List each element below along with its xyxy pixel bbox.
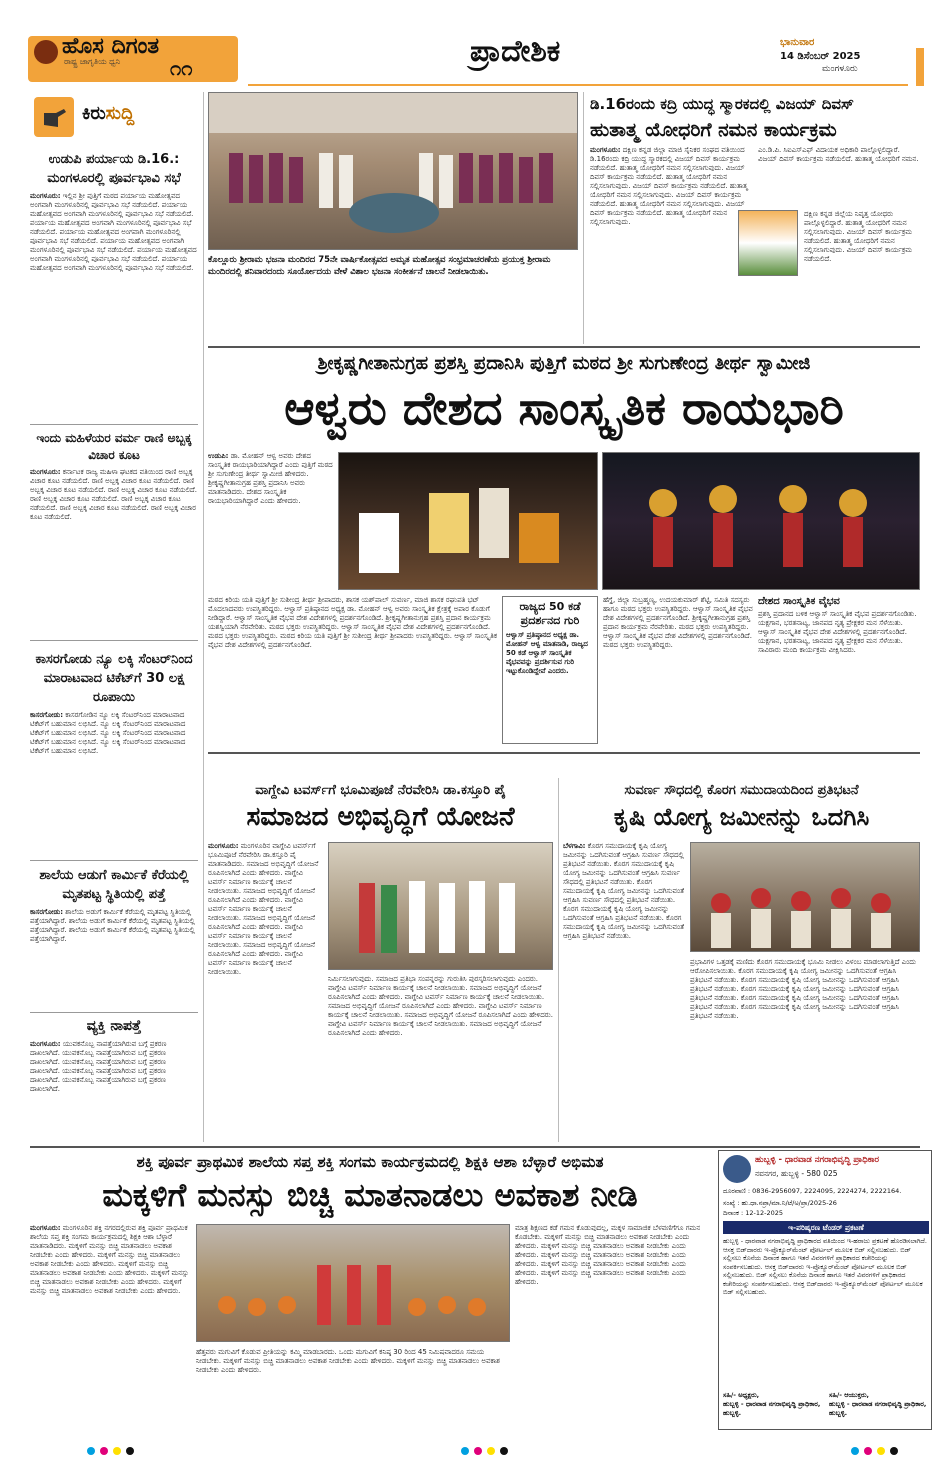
shakti-body-col1: ಮಂಗಳೂರು: ಮಂಗಳೂರಿನ ಶಕ್ತಿ ನಗರದಲ್ಲಿರುವ ಶಕ್ತಿ ಪೂರ್ವ ಪ್ರಾಥಮಿಕ ಶಾಲೆಯ ಸಪ್ತ ಶಕ್ತಿ ಸಂಗಮ ಕಾರ್ಯಕ್ರಮದಲ್ಲಿ ಶಿಕ್ಷಕಿ ಆಶಾ ಬೆಳ್ಳಾರೆ ಮಾತನಾಡಿದರು. ಮಕ್ಕಳಿಗೆ ಮನಸ್ಸು ಬಿಚ್ಚಿ ಮಾತನಾಡಲು ಅವಕಾಶ ನೀಡಬೇಕು ಎಂದು ಹೇಳಿದರು. ಮಕ್ಕಳಿಗೆ ಮನಸ್ಸು ಬಿಚ್ಚಿ ಮಾತನಾಡಲು ಅವಕಾಶ ನೀಡಬೇಕು ಎಂದು ಹೇಳಿದರು. ಮಕ್ಕಳಿಗೆ ಮನಸ್ಸು ಬಿಚ್ಚಿ ಮಾತನಾಡಲು ಅವಕಾಶ ನೀಡಬೇಕು ಎಂದು ಹೇಳಿದರು. ಮಕ್ಕಳಿಗೆ ಮನಸ್ಸು ಬಿಚ್ಚಿ ಮಾತನಾಡಲು ಅವಕಾಶ ನೀಡಬೇಕು ಎಂದು ಹೇಳಿದರು. ಮಕ್ಕಳಿಗೆ ಮನಸ್ಸು ಬಿಚ್ಚಿ ಮಾತನಾಡಲು ಅವಕಾಶ ನೀಡಬೇಕು ಎಂದು ಹೇಳಿದರು. (30, 1224, 189, 1295)
registration-dot (500, 1447, 508, 1455)
brief-title: ಉಡುಪಿ ಪರ್ಯಾಯ ಡಿ.16.: ಮಂಗಳೂರಲ್ಲಿ ಪೂರ್ವಭಾವಿ ಸಭೆ (47, 152, 181, 186)
column-divider (558, 778, 559, 1142)
ad-sign-left (723, 1391, 823, 1418)
box-body: ಆಳ್ವಾಸ್ ಪ್ರತಿಷ್ಠಾನದ ಅಧ್ಯಕ್ಷ ಡಾ. ಮೋಹನ್ ಆಳ್ವ ಮಾತನಾಡಿ, ರಾಜ್ಯದ 50 ಕಡೆ ಆಳ್ವಾಸ್ ಸಾಂಸ್ಕೃತಿಕ ವೈಭವವನ್ನು ಪ್ರದರ್ಶಿಸುವ ಗುರಿ ಇಟ್ಟುಕೊಂಡಿದ್ದೇವೆ ಎಂದರು. (506, 631, 588, 675)
photo-yakshagana-stage (602, 452, 920, 590)
registration-dot (126, 1447, 134, 1455)
hand-pointing-icon (34, 97, 74, 137)
brief-body: ಮಂಗಳೂರು: ಕರ್ನಾಟಕ ರಾಜ್ಯ ಮಹಿಳಾ ಘಟಕದ ವತಿಯಿಂದ ರಾಣಿ ಅಬ್ಬಕ್ಕ ವಿಚಾರ ಕೂಟ ನಡೆಯಲಿದೆ. ರಾಣಿ ಅಬ್ಬಕ್ಕ ವಿಚಾರ ಕೂಟ ನಡೆಯಲಿದೆ. ರಾಣಿ ಅಬ್ಬಕ್ಕ ವಿಚಾರ ಕೂಟ ನಡೆಯಲಿದೆ. ರಾಣಿ ಅಬ್ಬಕ್ಕ ವಿಚಾರ ಕೂಟ ನಡೆಯಲಿದೆ. ರಾಣಿ ಅಬ್ಬಕ್ಕ ವಿಚಾರ ಕೂಟ ನಡೆಯಲಿದೆ. ರಾಣಿ ಅಬ್ಬಕ್ಕ ವಿಚಾರ ಕೂಟ ನಡೆಯಲಿದೆ. ರಾಣಿ ಅಬ್ಬಕ್ಕ ವಿಚಾರ ಕೂಟ ನಡೆಯಲಿದೆ. ರಾಣಿ ಅಬ್ಬಕ್ಕ ವಿಚಾರ ಕೂಟ ನಡೆಯಲಿದೆ. (30, 468, 197, 521)
brief-item-3 (30, 650, 198, 831)
divider (208, 752, 920, 754)
brief-body: ಕಾಸರಗೋಡು: ಶಾಲೆಯ ಅಡುಗೆ ಕಾರ್ಮಿಕೆ ಕೆರೆಯಲ್ಲಿ ಮೃತಪಟ್ಟ ಸ್ಥಿತಿಯಲ್ಲಿ ಪತ್ತೆಯಾಗಿದ್ದಾರೆ. ಶಾಲೆಯ ಅಡುಗೆ ಕಾರ್ಮಿಕೆ ಕೆರೆಯಲ್ಲಿ ಮೃತಪಟ್ಟ ಸ್ಥಿತಿಯಲ್ಲಿ ಪತ್ತೆಯಾಗಿದ್ದಾರೆ. ಶಾಲೆಯ ಅಡುಗೆ ಕಾರ್ಮಿಕೆ ಕೆರೆಯಲ್ಲಿ ಮೃತಪಟ್ಟ ಸ್ಥಿತಿಯಲ್ಲಿ ಪತ್ತೆಯಾಗಿದ್ದಾರೆ. (30, 908, 195, 943)
vijay-diwas-kicker: ಡಿ.16ರಂದು ಕದ್ರಿ ಯುದ್ಧ ಸ್ಮಾರಕದಲ್ಲಿ ವಿಜಯ್ ದಿವಸ್ (590, 95, 854, 113)
main-story-body-col3: ಹೆಗ್ಡೆ, ಜಿಲ್ಲಾ ಸುಬ್ರಹ್ಮಣ್ಯ, ಉದಯಕುಮಾರ್ ಶೆಟ್ಟಿ, ಸಮಿತಿ ಸದಸ್ಯರು ಹಾಗೂ ಮಠದ ಭಕ್ತರು ಉಪಸ್ಥಿತರಿದ್ದರು. ಆಳ್ವಾಸ್ ಸಾಂಸ್ಕೃತಿಕ ವೈಭವ ದೇಶ ವಿದೇಶಗಳಲ್ಲಿ ಪ್ರದರ್ಶನಗೊಂಡಿದೆ. ಶ್ರೀಕೃಷ್ಣಗೀತಾನುಗ್ರಹ ಪ್ರಶಸ್ತಿ ಪ್ರದಾನ ಕಾರ್ಯಕ್ರಮ ನೆರವೇರಿತು. ಮಠದ ಭಕ್ತರು ಉಪಸ್ಥಿತರಿದ್ದರು. ಆಳ್ವಾಸ್ ಸಾಂಸ್ಕೃತಿಕ ವೈಭವ ದೇಶ ವಿದೇಶಗಳಲ್ಲಿ ಪ್ರದರ್ಶನಗೊಂಡಿದೆ. ಮಠದ ಭಕ್ತರು ಉಪಸ್ಥಿತರಿದ್ದರು. (603, 596, 753, 649)
brief-body: ಮಂಗಳೂರು: ಯುವಕನೊಬ್ಬ ನಾಪತ್ತೆಯಾಗಿರುವ ಬಗ್ಗೆ ಪ್ರಕರಣ ದಾಖಲಾಗಿದೆ. ಯುವಕನೊಬ್ಬ ನಾಪತ್ತೆಯಾಗಿರುವ ಬಗ್ಗೆ ಪ್ರಕರಣ ದಾಖಲಾಗಿದೆ. ಯುವಕನೊಬ್ಬ ನಾಪತ್ತೆಯಾಗಿರುವ ಬಗ್ಗೆ ಪ್ರಕರಣ ದಾಖಲಾಗಿದೆ. ಯುವಕನೊಬ್ಬ ನಾಪತ್ತೆಯಾಗಿರುವ ಬಗ್ಗೆ ಪ್ರಕರಣ ದಾಖಲಾಗಿದೆ. ಯುವಕನೊಬ್ಬ ನಾಪತ್ತೆಯಾಗಿರುವ ಬಗ್ಗೆ ಪ್ರಕರಣ ದಾಖಲಾಗಿದೆ. (30, 1040, 167, 1093)
registration-dot (474, 1447, 482, 1455)
shakti-body-col3: ಮಾತ್ರ ಶಿಕ್ಷಣದ ಕಡೆ ಗಮನ ಕೊಡುವುದಲ್ಲ, ಮಕ್ಕಳ ಸಾಮಾಜಿಕ ಬೆಳವಣಿಗೆಗೂ ಗಮನ ಕೊಡಬೇಕು. ಮಕ್ಕಳಿಗೆ ಮನಸ್ಸು ಬಿಚ್ಚಿ ಮಾತನಾಡಲು ಅವಕಾಶ ನೀಡಬೇಕು ಎಂದು ಹೇಳಿದರು. ಮಕ್ಕಳಿಗೆ ಮನಸ್ಸು ಬಿಚ್ಚಿ ಮಾತನಾಡಲು ಅವಕಾಶ ನೀಡಬೇಕು ಎಂದು ಹೇಳಿದರು. ಮಕ್ಕಳಿಗೆ ಮನಸ್ಸು ಬಿಚ್ಚಿ ಮಾತನಾಡಲು ಅವಕಾಶ ನೀಡಬೇಕು ಎಂದು ಹೇಳಿದರು. ಮಕ್ಕಳಿಗೆ ಮನಸ್ಸು ಬಿಚ್ಚಿ ಮಾತನಾಡಲು ಅವಕಾಶ ನೀಡಬೇಕು ಎಂದು ಹೇಳಿದರು. ಮಕ್ಕಳಿಗೆ ಮನಸ್ಸು ಬಿಚ್ಚಿ ಮಾತನಾಡಲು ಅವಕಾಶ ನೀಡಬೇಕು ಎಂದು ಹೇಳಿದರು. (515, 1224, 701, 1286)
brief-item-5 (30, 1016, 198, 1140)
box-title: ರಾಜ್ಯದ 50 ಕಡೆ ಪ್ರದರ್ಶನದ ಗುರಿ (519, 600, 581, 627)
main-story-headline: ಆಳ್ವರು ದೇಶದ ಸಾಂಸ್ಕೃತಿಕ ರಾಯಭಾರಿ (284, 381, 844, 435)
side-cultural-splendour (758, 596, 920, 740)
tender-advertisement (718, 1150, 932, 1430)
day-label: ಭಾನುವಾರ (780, 37, 815, 48)
top-photo-caption: ಕೊಲ್ಲೂರು ಶ್ರೀರಾಮ ಭಜನಾ ಮಂದಿರದ 75ನೇ ವಾರ್ಷಿಕೋತ್ಸವದ ಅಮೃತ ಮಹೋತ್ಸವ ಸಂಭ್ರಮಾಚರಣೆಯ ಪ್ರಯುಕ್ತ ಶ್ರೀರಾಮ ಮಂದಿರದಲ್ಲಿ ಶನಿವಾರದಂದು ಸೂರ್ಯೋದಯ ವೇಳೆ ವಿಶಾಲ ಭಜನಾ ಸಂಕೀರ್ತನೆ ಚಾಲನೆ ನೀಡಲಾಯಿತು. (208, 255, 551, 277)
ad-sign-right-line-1: ಸಹಿ/- ಆಯುಕ್ತರು, (829, 1391, 870, 1399)
print-registration-dots-left (86, 1442, 146, 1460)
ad-ref: ಸಂಖ್ಯೆ : ಹು.ಧಾ.ನಪ್ರಾ/ಮಾ.ನಿ/ಟೆ/ಅ/ಪ್ರಾ/2025-26 (723, 1199, 837, 1207)
ad-tender-title: ಇ-ಪರಿಷ್ಕರಣ ಟೆಂಡರ್ ಪ್ರಕಟಣೆ (723, 1221, 929, 1234)
vagdevi-kicker: ವಾಗ್ದೇವಿ ಟವರ್ಸ್‌ಗೆ ಭೂಮಿಪೂಜೆ ನೆರವೇರಿಸಿ ಡಾ.ಕಸ್ತೂರಿ ಪೈ (255, 783, 506, 798)
brief-title: ಇಂದು ಮಹಿಳೆಯರ ವರ್ಮ ರಾಣಿ ಅಬ್ಬಕ್ಕ ವಿಚಾರ ಕೂಟ (36, 431, 192, 462)
brief-title: ವ್ಯಕ್ತಿ ನಾಪತ್ತೆ (86, 1018, 142, 1034)
divider (30, 424, 198, 425)
brief-item-2 (30, 430, 198, 612)
brief-lead: ಮಂಗಳೂರು: (30, 468, 61, 476)
photo-award-ceremony (338, 452, 598, 590)
main-story-body-col2: ಮಠದ ಕಿರಿಯ ಯತಿ ಪುತ್ತಿಗೆ ಶ್ರೀ ಸುಶೀಂದ್ರ ತೀರ್ಥ ಶ್ರೀಪಾದರು, ಶಾಸಕ ಯಶ್‌ಪಾಲ್ ಸುವರ್ಣ, ಮಾಜಿ ಶಾಸಕ ರಘುಪತಿ ಭಟ್ ಮೊದಲಾದವರು ಉಪಸ್ಥಿತರಿದ್ದರು. ಆಳ್ವಾಸ್ ಪ್ರತಿಷ್ಠಾನದ ಅಧ್ಯಕ್ಷ ಡಾ. ಮೋಹನ್ ಆಳ್ವ ಅವರು ಸಾಂಸ್ಕೃತಿಕ ಕ್ಷೇತ್ರಕ್ಕೆ ಅಪಾರ ಕೊಡುಗೆ ನೀಡಿದ್ದಾರೆ. ಆಳ್ವಾಸ್ ಸಾಂಸ್ಕೃತಿಕ ವೈಭವ ದೇಶ ವಿದೇಶಗಳಲ್ಲಿ ಪ್ರದರ್ಶನಗೊಂಡಿದೆ. ಶ್ರೀಕೃಷ್ಣಗೀತಾನುಗ್ರಹ ಪ್ರಶಸ್ತಿ ಪ್ರದಾನ ಕಾರ್ಯಕ್ರಮ ಯಶಸ್ವಿಯಾಗಿ ನೆರವೇರಿತು. ಮಠದ ಭಕ್ತರು ಉಪಸ್ಥಿತರಿದ್ದರು. ಆಳ್ವಾಸ್ ಸಾಂಸ್ಕೃತಿಕ ವೈಭವ ದೇಶ ವಿದೇಶಗಳಲ್ಲಿ ಪ್ರದರ್ಶನಗೊಂಡಿದೆ. ಮಠದ ಭಕ್ತರು ಉಪಸ್ಥಿತರಿದ್ದರು. ಮಠದ ಕಿರಿಯ ಯತಿ ಪುತ್ತಿಗೆ ಶ್ರೀ ಸುಶೀಂದ್ರ ತೀರ್ಥ ಶ್ರೀಪಾದರು ಉಪಸ್ಥಿತರಿದ್ದರು. ಆಳ್ವಾಸ್ ಸಾಂಸ್ಕೃತಿಕ ವೈಭವ ದೇಶ ವಿದೇಶಗಳಲ್ಲಿ ಪ್ರದರ್ಶನಗೊಂಡಿದೆ. (208, 596, 498, 649)
main-story-lead: ಉಡುಪಿ: (208, 452, 229, 460)
ad-title: ಹುಬ್ಬಳ್ಳಿ - ಧಾರವಾಡ ನಗರಾಭಿವೃದ್ಧಿ ಪ್ರಾಧಿಕಾರ (755, 1155, 880, 1165)
ad-sign-right-line-2: ಹುಬ್ಬಳ್ಳಿ - ಧಾರವಾಡ ನಗರಾಭಿವೃದ್ಧಿ ಪ್ರಾಧಿಕಾರ, ಹುಬ್ಬಳ್ಳಿ. (829, 1400, 927, 1417)
city-label: ಮಂಗಳೂರು (822, 64, 858, 74)
box-rajyada-50 (502, 596, 598, 744)
brief-lead: ಕಾಸರಗೋಡು: (30, 711, 64, 719)
photo-koraga-protest (690, 842, 920, 952)
main-story-body-col1: ಉಡುಪಿ: ಡಾ. ಮೋಹನ್ ಆಳ್ವ ಅವರು ದೇಶದ ಸಾಂಸ್ಕೃತಿಕ ರಾಯಭಾರಿಯಾಗಿದ್ದಾರೆ ಎಂದು ಪುತ್ತಿಗೆ ಮಠದ ಶ್ರೀ ಸುಗುಣೇಂದ್ರ ತೀರ್ಥ ಸ್ವಾಮೀಜಿ ಹೇಳಿದರು. ಶ್ರೀಕೃಷ್ಣಗೀತಾನುಗ್ರಹ ಪ್ರಶಸ್ತಿ ಪ್ರದಾನಿಸಿ ಅವರು ಮಾತನಾಡಿದರು. ದೇಶದ ಸಾಂಸ್ಕೃತಿಕ ರಾಯಭಾರಿಯಾಗಿದ್ದಾರೆ ಎಂದು ಹೇಳಿದರು. (208, 452, 333, 505)
vagdevi-headline: ಸಮಾಜದ ಅಭಿವೃದ್ಧಿಗೆ ಯೋಜನೆ (246, 802, 515, 832)
section-title: ಪ್ರಾದೇಶಿಕ (470, 34, 561, 69)
brief-lead: ಕಾಸರಗೋಡು: (30, 908, 64, 916)
brief-lead: ಮಂಗಳೂರು: (30, 192, 61, 200)
logo-emblem-icon (34, 40, 58, 64)
side-body: ಪ್ರಶಸ್ತಿ ಪ್ರದಾನದ ಬಳಿಕ ಆಳ್ವಾಸ್ ಸಾಂಸ್ಕೃತಿಕ ವೈಭವ ಪ್ರದರ್ಶನಗೊಂಡಿತು. ಯಕ್ಷಗಾನ, ಭರತನಾಟ್ಯ, ಜಾನಪದ ನೃತ್ಯ ಪ್ರೇಕ್ಷಕರ ಮನ ಸೆಳೆಯಿತು. ಆಳ್ವಾಸ್ ಸಾಂಸ್ಕೃತಿಕ ವೈಭವ ದೇಶ ವಿದೇಶಗಳಲ್ಲಿ ಪ್ರದರ್ಶನಗೊಂಡಿದೆ. ಯಕ್ಷಗಾನ, ಭರತನಾಟ್ಯ, ಜಾನಪದ ನೃತ್ಯ ಪ್ರೇಕ್ಷಕರ ಮನ ಸೆಳೆಯಿತು. ಸಾವಿರಾರು ಮಂದಿ ಕಾರ್ಯಕ್ರಮ ವೀಕ್ಷಿಸಿದರು. (758, 610, 917, 654)
ad-sign-left-line-1: ಸಹಿ/- ಅಧ್ಯಕ್ಷರು, (723, 1391, 760, 1399)
hdda-logo-icon (723, 1155, 751, 1183)
column-divider (583, 92, 584, 344)
photo-war-memorial-flag (738, 210, 798, 276)
koraga-body-col2: ಪ್ರಭಾವಿಗಳ ಒತ್ತಡಕ್ಕೆ ಮಣಿದು ಕೊರಗ ಸಮುದಾಯಕ್ಕೆ ಭೂಮಿ ನೀಡಲು ವಿಳಂಬ ಮಾಡಲಾಗುತ್ತಿದೆ ಎಂದು ಆರೋಪಿಸಲಾಯಿತು. ಕೊರಗ ಸಮುದಾಯಕ್ಕೆ ಕೃಷಿ ಯೋಗ್ಯ ಜಮೀನನ್ನು ಒದಗಿಸುವಂತೆ ಆಗ್ರಹಿಸಿ ಪ್ರತಿಭಟನೆ ನಡೆಯಿತು. ಕೊರಗ ಸಮುದಾಯಕ್ಕೆ ಕೃಷಿ ಯೋಗ್ಯ ಜಮೀನನ್ನು ಒದಗಿಸುವಂತೆ ಆಗ್ರಹಿಸಿ ಪ್ರತಿಭಟನೆ ನಡೆಯಿತು. ಕೊರಗ ಸಮುದಾಯಕ್ಕೆ ಕೃಷಿ ಯೋಗ್ಯ ಜಮೀನನ್ನು ಒದಗಿಸುವಂತೆ ಆಗ್ರಹಿಸಿ ಪ್ರತಿಭಟನೆ ನಡೆಯಿತು. ಕೊರಗ ಸಮುದಾಯಕ್ಕೆ ಕೃಷಿ ಯೋಗ್ಯ ಜಮೀನನ್ನು ಒದಗಿಸುವಂತೆ ಆಗ್ರಹಿಸಿ ಪ್ರತಿಭಟನೆ ನಡೆಯಿತು. ಕೊರಗ ಸಮುದಾಯಕ್ಕೆ ಕೃಷಿ ಯೋಗ್ಯ ಜಮೀನನ್ನು ಒದಗಿಸುವಂತೆ ಆಗ್ರಹಿಸಿ ಪ್ರತಿಭಟನೆ ನಡೆಯಿತು. (690, 958, 916, 1020)
shakti-lead: ಮಂಗಳೂರು: (30, 1224, 61, 1232)
kirusuddi-label-1: ಕಿರು (82, 103, 106, 124)
print-registration-dots-right (850, 1442, 910, 1460)
koraga-body-col1: ಬೆಳಗಾವಿ: ಕೊರಗ ಸಮುದಾಯಕ್ಕೆ ಕೃಷಿ ಯೋಗ್ಯ ಜಮೀನನ್ನು ಒದಗಿಸುವಂತೆ ಆಗ್ರಹಿಸಿ ಸುವರ್ಣ ಸೌಧದಲ್ಲಿ ಪ್ರತಿಭಟನೆ ನಡೆಯಿತು. ಕೊರಗ ಸಮುದಾಯಕ್ಕೆ ಕೃಷಿ ಯೋಗ್ಯ ಜಮೀನನ್ನು ಒದಗಿಸುವಂತೆ ಆಗ್ರಹಿಸಿ ಸುವರ್ಣ ಸೌಧದಲ್ಲಿ ಪ್ರತಿಭಟನೆ ನಡೆಯಿತು. ಕೊರಗ ಸಮುದಾಯಕ್ಕೆ ಕೃಷಿ ಯೋಗ್ಯ ಜಮೀನನ್ನು ಒದಗಿಸುವಂತೆ ಆಗ್ರಹಿಸಿ ಸುವರ್ಣ ಸೌಧದಲ್ಲಿ ಪ್ರತಿಭಟನೆ ನಡೆಯಿತು. ಕೊರಗ ಸಮುದಾಯಕ್ಕೆ ಕೃಷಿ ಯೋಗ್ಯ ಜಮೀನನ್ನು ಒದಗಿಸುವಂತೆ ಆಗ್ರಹಿಸಿ ಪ್ರತಿಭಟನೆ ನಡೆಯಿತು. ಕೊರಗ ಸಮುದಾಯಕ್ಕೆ ಕೃಷಿ ಯೋಗ್ಯ ಜಮೀನನ್ನು ಒದಗಿಸುವಂತೆ ಆಗ್ರಹಿಸಿ ಪ್ರತಿಭಟನೆ ನಡೆಯಿತು. (563, 842, 685, 940)
column-divider (203, 92, 204, 1142)
date-box (780, 36, 860, 64)
ad-body: ಹುಬ್ಬಳ್ಳಿ - ಧಾರವಾಡ ನಗರಾಭಿವೃದ್ಧಿ ಪ್ರಾಧಿಕಾರದ ವತಿಯಿಂದ ಇ-ಹರಾಜು ಪ್ರಕಟಣೆ ಹೊರಡಿಸಲಾಗಿದೆ. ಆಸಕ್ತ ಬಿಡ್‌ದಾರರು ಇ-ಪ್ರೊಕ್ಯೂರ್‌ಮೆಂಟ್ ಪೋರ್ಟಲ್ ಮೂಲಕ ಬಿಡ್ ಸಲ್ಲಿಸಬಹುದು. ಬಿಡ್ ಸಲ್ಲಿಸಲು ಕೊನೆಯ ದಿನಾಂಕ ಹಾಗೂ ಇತರೆ ವಿವರಗಳಿಗೆ ಪ್ರಾಧಿಕಾರದ ಕಚೇರಿಯನ್ನು ಸಂಪರ್ಕಿಸಬಹುದು. ಆಸಕ್ತ ಬಿಡ್‌ದಾರರು ಇ-ಪ್ರೊಕ್ಯೂರ್‌ಮೆಂಟ್ ಪೋರ್ಟಲ್ ಮೂಲಕ ಬಿಡ್ ಸಲ್ಲಿಸಬಹುದು. ಬಿಡ್ ಸಲ್ಲಿಸಲು ಕೊನೆಯ ದಿನಾಂಕ ಹಾಗೂ ಇತರೆ ವಿವರಗಳಿಗೆ ಪ್ರಾಧಿಕಾರದ ಕಚೇರಿಯನ್ನು ಸಂಪರ್ಕಿಸಬಹುದು. ಆಸಕ್ತ ಬಿಡ್‌ದಾರರು ಇ-ಪ್ರೊಕ್ಯೂರ್‌ಮೆಂಟ್ ಪೋರ್ಟಲ್ ಮೂಲಕ ಬಿಡ್ ಸಲ್ಲಿಸಬಹುದು. (723, 1237, 927, 1296)
divider (30, 1012, 198, 1013)
divider (30, 1146, 920, 1148)
shakti-body-col2: ಹೆತ್ತವರು ಮಗುವಿಗೆ ಕೊಡುವ ಪ್ರೀತಿಯನ್ನು ಕಮ್ಮಿ ಮಾಡಬಾರದು. ಒಂದು ಮಗುವಿಗೆ ಕನಿಷ್ಠ 30 ರಿಂದ 45 ನಿಮಿಷವಾದರೂ ಸಮಯ ನೀಡಬೇಕು. ಮಕ್ಕಳಿಗೆ ಮನಸ್ಸು ಬಿಚ್ಚಿ ಮಾತನಾಡಲು ಅವಕಾಶ ನೀಡಬೇಕು ಎಂದು ಹೇಳಿದರು. ಮಕ್ಕಳಿಗೆ ಮನಸ್ಸು ಬಿಚ್ಚಿ ಮಾತನಾಡಲು ಅವಕಾಶ ನೀಡಬೇಕು ಎಂದು ಹೇಳಿದರು. (196, 1348, 500, 1374)
brief-item-1 (30, 150, 198, 392)
divider (208, 346, 920, 348)
vijay-diwas-body-left: ಮಂಗಳೂರು: ದಕ್ಷಿಣ ಕನ್ನಡ ಜಿಲ್ಲಾ ಮಾಜಿ ಸೈನಿಕರ ಸಂಘದ ವತಿಯಿಂದ ಡಿ.16ರಂದು ಕದ್ರಿ ಯುದ್ಧ ಸ್ಮಾರಕದಲ್ಲಿ ವಿಜಯ್ ದಿವಸ್ ಕಾರ್ಯಕ್ರಮ ನಡೆಯಲಿದೆ. ಹುತಾತ್ಮ ಯೋಧರಿಗೆ ನಮನ ಸಲ್ಲಿಸಲಾಗುವುದು. ವಿಜಯ್ ದಿವಸ್ ಕಾರ್ಯಕ್ರಮ ನಡೆಯಲಿದೆ. ಹುತಾತ್ಮ ಯೋಧರಿಗೆ ನಮನ ಸಲ್ಲಿಸಲಾಗುವುದು. ವಿಜಯ್ ದಿವಸ್ ಕಾರ್ಯಕ್ರಮ ನಡೆಯಲಿದೆ. ಹುತಾತ್ಮ ಯೋಧರಿಗೆ ನಮನ ಸಲ್ಲಿಸಲಾಗುವುದು. ವಿಜಯ್ ದಿವಸ್ ಕಾರ್ಯಕ್ರಮ ನಡೆಯಲಿದೆ. ಹುತಾತ್ಮ ಯೋಧರಿಗೆ ನಮನ ಸಲ್ಲಿಸಲಾಗುವುದು. ವಿಜಯ್ ದಿವಸ್ ಕಾರ್ಯಕ್ರಮ ನಡೆಯಲಿದೆ. ಹುತಾತ್ಮ ಯೋಧರಿಗೆ ನಮನ ಸಲ್ಲಿಸಲಾಗುವುದು. (590, 146, 748, 226)
registration-dot (100, 1447, 108, 1455)
photo-bhoomi-pooja (328, 842, 553, 970)
ad-phone: ದೂರವಾಣಿ : 0836-2956097, 2224095, 2224274, 2222164. (723, 1187, 902, 1195)
date-label: 14 ಡಿಸೆಂಬರ್ 2025 (780, 51, 861, 62)
vagdevi-body-col2: ನಿರ್ಮಿಸಲಾಗುವುದು. ಸಮಾಜದ ಪ್ರತಿಭಾ ಸಂಪನ್ನರನ್ನು ಗುರುತಿಸಿ ಪುರಸ್ಕರಿಸಲಾಗುವುದು ಎಂದರು. ವಾಗ್ದೇವಿ ಟವರ್ಸ್ ನಿರ್ಮಾಣ ಕಾರ್ಯಕ್ಕೆ ಚಾಲನೆ ನೀಡಲಾಯಿತು. ಸಮಾಜದ ಅಭಿವೃದ್ಧಿಗೆ ಯೋಜನೆ ರೂಪಿಸಲಾಗಿದೆ ಎಂದು ಹೇಳಿದರು. ವಾಗ್ದೇವಿ ಟವರ್ಸ್ ನಿರ್ಮಾಣ ಕಾರ್ಯಕ್ಕೆ ಚಾಲನೆ ನೀಡಲಾಯಿತು. ಸಮಾಜದ ಅಭಿವೃದ್ಧಿಗೆ ಯೋಜನೆ ರೂಪಿಸಲಾಗಿದೆ ಎಂದು ಹೇಳಿದರು. ವಾಗ್ದೇವಿ ಟವರ್ಸ್ ನಿರ್ಮಾಣ ಕಾರ್ಯಕ್ಕೆ ಚಾಲನೆ ನೀಡಲಾಯಿತು. ಸಮಾಜದ ಅಭಿವೃದ್ಧಿಗೆ ಯೋಜನೆ ರೂಪಿಸಲಾಗಿದೆ ಎಂದು ಹೇಳಿದರು. ವಾಗ್ದೇವಿ ಟವರ್ಸ್ ನಿರ್ಮಾಣ ಕಾರ್ಯಕ್ಕೆ ಚಾಲನೆ ನೀಡಲಾಯಿತು. ಸಮಾಜದ ಅಭಿವೃದ್ಧಿಗೆ ಯೋಜನೆ ರೂಪಿಸಲಾಗಿದೆ ಎಂದು ಹೇಳಿದರು. (328, 975, 553, 1037)
kirusuddi-title (82, 103, 134, 124)
vagdevi-body-col1: ಮಂಗಳೂರು: ಮಂಗಳೂರಿನ ವಾಗ್ದೇವಿ ಟವರ್ಸ್‌ಗೆ ಭೂಮಿಪೂಜೆ ನೆರವೇರಿಸಿ ಡಾ.ಕಸ್ತೂರಿ ಪೈ ಮಾತನಾಡಿದರು. ಸಮಾಜದ ಅಭಿವೃದ್ಧಿಗೆ ಯೋಜನೆ ರೂಪಿಸಲಾಗಿದೆ ಎಂದು ಹೇಳಿದರು. ವಾಗ್ದೇವಿ ಟವರ್ಸ್ ನಿರ್ಮಾಣ ಕಾರ್ಯಕ್ಕೆ ಚಾಲನೆ ನೀಡಲಾಯಿತು. ಸಮಾಜದ ಅಭಿವೃದ್ಧಿಗೆ ಯೋಜನೆ ರೂಪಿಸಲಾಗಿದೆ ಎಂದು ಹೇಳಿದರು. ವಾಗ್ದೇವಿ ಟವರ್ಸ್ ನಿರ್ಮಾಣ ಕಾರ್ಯಕ್ಕೆ ಚಾಲನೆ ನೀಡಲಾಯಿತು. ಸಮಾಜದ ಅಭಿವೃದ್ಧಿಗೆ ಯೋಜನೆ ರೂಪಿಸಲಾಗಿದೆ ಎಂದು ಹೇಳಿದರು. ವಾಗ್ದೇವಿ ಟವರ್ಸ್ ನಿರ್ಮಾಣ ಕಾರ್ಯಕ್ಕೆ ಚಾಲನೆ ನೀಡಲಾಯಿತು. ಸಮಾಜದ ಅಭಿವೃದ್ಧಿಗೆ ಯೋಜನೆ ರೂಪಿಸಲಾಗಿದೆ ಎಂದು ಹೇಳಿದರು. ವಾಗ್ದೇವಿ ಟವರ್ಸ್ ನಿರ್ಮಾಣ ಕಾರ್ಯಕ್ಕೆ ಚಾಲನೆ ನೀಡಲಾಯಿತು. (208, 842, 319, 976)
vijay-diwas-headline: ಹುತಾತ್ಮ ಯೋಧರಿಗೆ ನಮನ ಕಾರ್ಯಕ್ರಮ (590, 119, 837, 141)
registration-dot (461, 1447, 469, 1455)
brief-title: ಕಾಸರಗೋಡು ನ್ಯೂ ಲಕ್ಕಿ ಸೆಂಟರ್‌ನಿಂದ ಮಾರಾಟವಾದ ಟಿಕೆಟ್‌ಗೆ 30 ಲಕ್ಷ ರೂಪಾಯಿ (35, 652, 193, 705)
koraga-lead: ಬೆಳಗಾವಿ: (563, 842, 586, 850)
brief-body: ಮಂಗಳೂರು: ಇಲ್ಲಿನ ಶ್ರೀ ಪುತ್ತಿಗೆ ಮಠದ ಪರ್ಯಾಯ ಮಹೋತ್ಸವದ ಅಂಗವಾಗಿ ಮಂಗಳೂರಿನಲ್ಲಿ ಪೂರ್ವಭಾವಿ ಸಭೆ ನಡೆಯಲಿದೆ. ಪರ್ಯಾಯ ಮಹೋತ್ಸವದ ಅಂಗವಾಗಿ ಮಂಗಳೂರಿನಲ್ಲಿ ಪೂರ್ವಭಾವಿ ಸಭೆ ನಡೆಯಲಿದೆ. ಪರ್ಯಾಯ ಮಹೋತ್ಸವದ ಅಂಗವಾಗಿ ಮಂಗಳೂರಿನಲ್ಲಿ ಪೂರ್ವಭಾವಿ ಸಭೆ ನಡೆಯಲಿದೆ. ಪರ್ಯಾಯ ಮಹೋತ್ಸವದ ಅಂಗವಾಗಿ ಮಂಗಳೂರಿನಲ್ಲಿ ಪೂರ್ವಭಾವಿ ಸಭೆ ನಡೆಯಲಿದೆ. ಪರ್ಯಾಯ ಮಹೋತ್ಸವದ ಅಂಗವಾಗಿ ಮಂಗಳೂರಿನಲ್ಲಿ ಪೂರ್ವಭಾವಿ ಸಭೆ ನಡೆಯಲಿದೆ. ಪರ್ಯಾಯ ಮಹೋತ್ಸವದ ಅಂಗವಾಗಿ ಮಂಗಳೂರಿನಲ್ಲಿ ಪೂರ್ವಭಾವಿ ಸಭೆ ನಡೆಯಲಿದೆ. ಪರ್ಯಾಯ ಮಹೋತ್ಸವದ ಅಂಗವಾಗಿ ಮಂಗಳೂರಿನಲ್ಲಿ ಪೂರ್ವಭಾವಿ ಸಭೆ ನಡೆಯಲಿದೆ. (30, 192, 197, 272)
masthead-rule (248, 84, 908, 86)
ad-date: ದಿನಾಂಕ : 12-12-2025 (723, 1209, 784, 1217)
brief-lead: ಮಂಗಳೂರು: (30, 1040, 61, 1048)
divider (30, 860, 198, 861)
logo-tagline: ರಾಷ್ಟ್ರ ಜಾಗೃತಿಯ ಧ್ವನಿ (64, 57, 121, 66)
registration-dot (487, 1447, 495, 1455)
ad-sign-right (829, 1391, 929, 1418)
page-number: ೧೧ (170, 56, 193, 80)
ad-address: ನವನಗರ, ಹುಬ್ಬಳ್ಳಿ - 580 025 (755, 1169, 838, 1178)
divider (30, 640, 198, 641)
registration-dot (113, 1447, 121, 1455)
registration-dot (877, 1447, 885, 1455)
brief-title: ಶಾಲೆಯ ಆಡುಗೆ ಕಾರ್ಮಿಕೆ ಕೆರೆಯಲ್ಲಿ ಮೃತಪಟ್ಟ ಸ್ಥಿತಿಯಲ್ಲಿ ಪತ್ತೆ (39, 868, 189, 902)
main-story-kicker: ಶ್ರೀಕೃಷ್ಣಗೀತಾನುಗ್ರಹ ಪ್ರಶಸ್ತಿ ಪ್ರದಾನಿಸಿ ಪುತ್ತಿಗೆ ಮಠದ ಶ್ರೀ ಸುಗುಣೇಂದ್ರ ತೀರ್ಥ ಸ್ವಾಮೀಜಿ (317, 353, 811, 374)
vijay-diwas-lead: ಮಂಗಳೂರು: (590, 146, 621, 154)
vijay-diwas-body-right-2: ದಕ್ಷಿಣ ಕನ್ನಡ ಜಿಲ್ಲೆಯ ನಿವೃತ್ತ ಯೋಧರು ಪಾಲ್ಗೊಳ್ಳಲಿದ್ದಾರೆ. ಹುತಾತ್ಮ ಯೋಧರಿಗೆ ನಮನ ಸಲ್ಲಿಸಲಾಗುವುದು. ವಿಜಯ್ ದಿವಸ್ ಕಾರ್ಯಕ್ರಮ ನಡೆಯಲಿದೆ. ಹುತಾತ್ಮ ಯೋಧರಿಗೆ ನಮನ ಸಲ್ಲಿಸಲಾಗುವುದು. ವಿಜಯ್ ದಿವಸ್ ಕಾರ್ಯಕ್ರಮ ನಡೆಯಲಿದೆ. (804, 210, 912, 263)
photo-bhajana-group (208, 92, 578, 250)
registration-dot (87, 1447, 95, 1455)
registration-dot (851, 1447, 859, 1455)
logo-title: ಹೊಸ ದಿಗಂತ (62, 34, 160, 59)
registration-dot (864, 1447, 872, 1455)
shakti-headline: ಮಕ್ಕಳಿಗೆ ಮನಸ್ಸು ಬಿಚ್ಚಿ ಮಾತನಾಡಲು ಅವಕಾಶ ನೀಡಿ (102, 1176, 638, 1214)
brief-item-4 (30, 866, 198, 988)
photo-school-event (196, 1224, 510, 1342)
vijay-diwas-body-right: ಎಂ.ಡಿ.ಪಿ. ಸಿಐಎಸ್ಎಫ್ ವಿದಾಯಕ ಅಧಿಕಾರಿ ಪಾಲ್ಗೊಳ್ಳಲಿದ್ದಾರೆ. ವಿಜಯ್ ದಿವಸ್ ಕಾರ್ಯಕ್ರಮ ನಡೆಯಲಿದೆ. ಹುತಾತ್ಮ ಯೋಧರಿಗೆ ನಮನ. (758, 146, 919, 163)
masthead (0, 0, 945, 88)
koraga-headline: ಕೃಷಿ ಯೋಗ್ಯ ಜಮೀನನ್ನು ಒದಗಿಸಿ (613, 803, 870, 831)
kirusuddi-label-2: ಸುದ್ದಿ (105, 103, 135, 124)
shakti-kicker: ಶಕ್ತಿ ಪೂರ್ವ ಪ್ರಾಥಮಿಕ ಶಾಲೆಯ ಸಪ್ತ ಶಕ್ತಿ ಸಂಗಮ ಕಾರ್ಯಕ್ರಮದಲ್ಲಿ ಶಿಕ್ಷಕಿ ಆಶಾ ಬೆಳ್ಳಾರೆ ಅಭಿಮತ (136, 1153, 604, 1171)
side-title: ದೇಶದ ಸಾಂಸ್ಕೃತಿಕ ವೈಭವ (758, 596, 840, 607)
brief-body: ಕಾಸರಗೋಡು: ಕಾಸರಗೋಡಿನ ನ್ಯೂ ಲಕ್ಕಿ ಸೆಂಟರ್‌ನಿಂದ ಮಾರಾಟವಾದ ಟಿಕೆಟ್‌ಗೆ ಬಹುಮಾನ ಲಭಿಸಿದೆ. ನ್ಯೂ ಲಕ್ಕಿ ಸೆಂಟರ್‌ನಿಂದ ಮಾರಾಟವಾದ ಟಿಕೆಟ್‌ಗೆ ಬಹುಮಾನ ಲಭಿಸಿದೆ. ನ್ಯೂ ಲಕ್ಕಿ ಸೆಂಟರ್‌ನಿಂದ ಮಾರಾಟವಾದ ಟಿಕೆಟ್‌ಗೆ ಬಹುಮಾನ ಲಭಿಸಿದೆ. ನ್ಯೂ ಲಕ್ಕಿ ಸೆಂಟರ್‌ನಿಂದ ಮಾರಾಟವಾದ ಟಿಕೆಟ್‌ಗೆ ಬಹುಮಾನ ಲಭಿಸಿದೆ. (30, 711, 186, 755)
masthead-accent-bar (916, 48, 924, 86)
ad-sign-left-line-2: ಹುಬ್ಬಳ್ಳಿ - ಧಾರವಾಡ ನಗರಾಭಿವೃದ್ಧಿ ಪ್ರಾಧಿಕಾರ, ಹುಬ್ಬಳ್ಳಿ. (723, 1400, 821, 1417)
registration-dot (890, 1447, 898, 1455)
koraga-kicker: ಸುವರ್ಣ ಸೌಧದಲ್ಲಿ ಕೊರಗ ಸಮುದಾಯದಿಂದ ಪ್ರತಿಭಟನೆ (624, 783, 859, 798)
print-registration-dots-center (460, 1442, 520, 1460)
vagdevi-lead: ಮಂಗಳೂರು: (208, 842, 239, 850)
